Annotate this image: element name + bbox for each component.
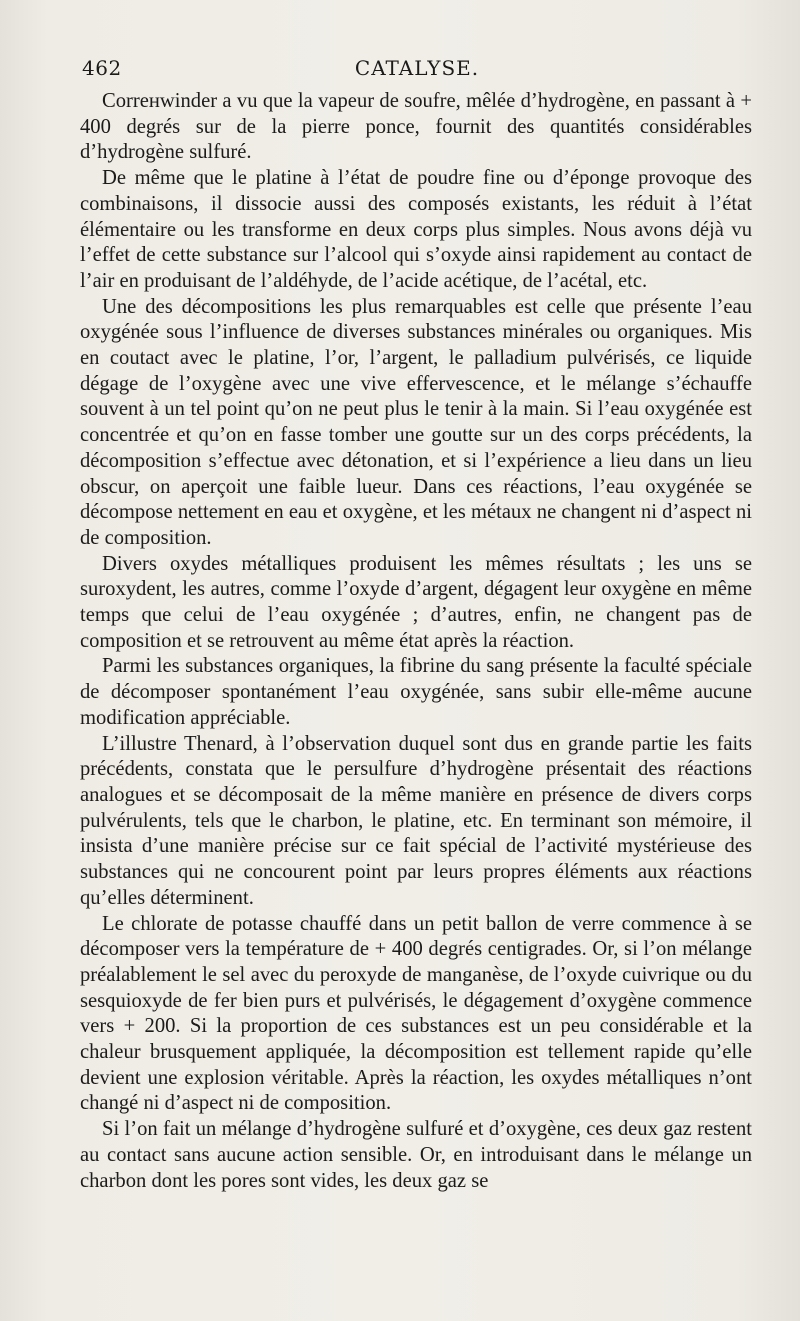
paragraph-4: Divers oxydes métalliques produisent les mêmes résultats ; les uns se suroxydent, les autres, comme l’oxyde d’argent, dégagent leur oxygène en même temps que celui de l’eau oxygénée ; d’autres, enfin, ne changent pas de composition et se retrouvent au même état après la réaction. (80, 552, 752, 652)
body-text (80, 89, 752, 1194)
paragraph-3: Une des décompositions les plus remarquables est celle que présente l’eau oxygénée sous l’influence de diverses substances minérales ou organiques. Mis en coutact avec le platine, l’or, l’argent, le palladium pulvérisés, ce liquide dégage de l’oxygène avec une vive effervescence, et le mélange s’échauffe souvent à un tel point qu’on ne peut plus le tenir à la main. Si l’eau oxygénée est concentrée et qu’on en fasse tomber une goutte sur un des corps précédents, la décomposition s’effectue avec détonation, et si l’expérience a lieu dans un lieu obscur, on aperçoit une faible lueur. Dans ces réactions, l’eau oxygénée se décompose nettement en eau et oxygène, et les métaux ne changent ni d’aspect ni de composition. (80, 295, 752, 549)
page-header (82, 56, 752, 86)
paragraph-6: L’illustre Thenard, à l’observation duquel sont dus en grande partie les faits précédents, constata que le persulfure d’hydrogène présentait des réactions analogues et se décomposait de la même manière en présence de divers corps pulvérulents, tels que le charbon, le platine, etc. En terminant son mémoire, il insista d’une manière précise sur ce fait spécial de l’activité mystérieuse des substances qui ne concourent point par leurs propres éléments aux réactions qu’elles déterminent. (80, 732, 752, 909)
page-number: 462 (82, 56, 122, 80)
paragraph-8: Si l’on fait un mélange d’hydrogène sulfuré et d’oxygène, ces deux gaz restent au contact sans aucune action sensible. Or, en introduisant dans le mélange un charbon dont les pores sont vides, les deux gaz se (80, 1118, 752, 1192)
paragraph-5: Parmi les substances organiques, la fibrine du sang présente la faculté spéciale de décomposer spontanément l’eau oxygénée, sans subir elle-même aucune modification appréciable. (80, 655, 752, 729)
running-title: CATALYSE. (354, 56, 480, 80)
paragraph-1: Corrенwinder a vu que la vapeur de soufre, mêlée d’hydrogène, en passant à + 400 degrés sur de la pierre ponce, fournit des quantités considérables d’hydrogène sulfuré. (80, 90, 752, 164)
paragraph-2: De même que le platine à l’état de poudre fine ou d’éponge provoque des combinaisons, il dissocie aussi des composés existants, les réduit à l’état élémentaire ou les transforme en deux corps plus simples. Nous avons déjà vu l’effet de cette substance sur l’alcool qui s’oxyde ainsi rapidement au contact de l’air en produisant de l’aldéhyde, de l’acide acétique, de l’acétal, etc. (80, 167, 752, 292)
paragraph-7: Le chlorate de potasse chauffé dans un petit ballon de verre commence à se décomposer vers la température de + 400 degrés centigrades. Or, si l’on mélange préalablement le sel avec du peroxyde de manganèse, de l’oxyde cuivrique ou du sesquioxyde de fer bien purs et pulvérisés, le dégagement d’oxygène commence vers + 200. Si la proportion de ces substances est un peu considérable et la chaleur brusquement appliquée, la décomposition est tellement rapide qu’elle devient une explosion véritable. Après la réaction, les oxydes métalliques n’ont changé ni d’aspect ni de composition. (80, 912, 752, 1115)
